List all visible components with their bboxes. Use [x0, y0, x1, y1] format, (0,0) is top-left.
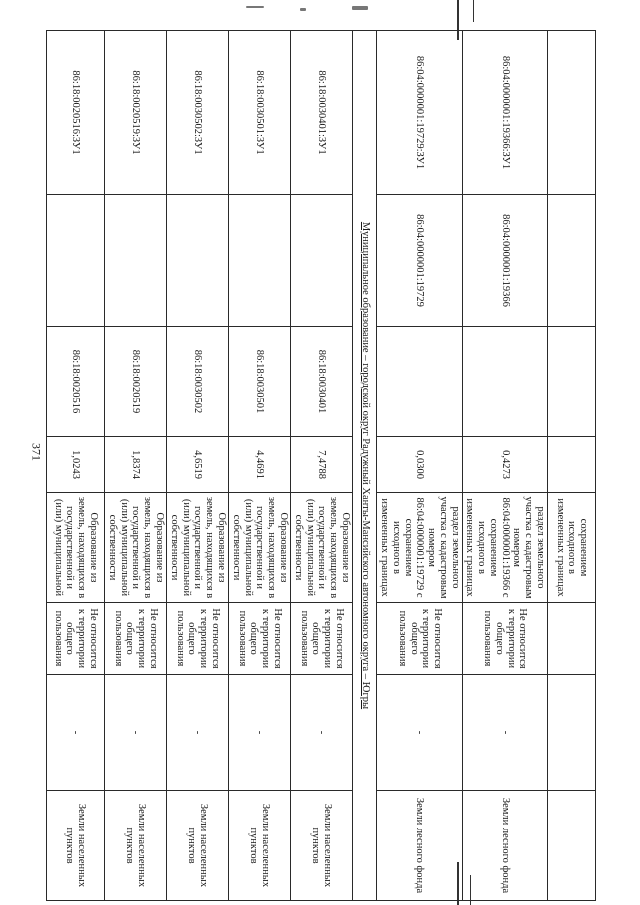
land-category-cell: Земли населенных пунктов [105, 791, 167, 901]
section-title: Муниципальное образование – городской округ Радужный Ханты-Мансийского автономного округа – Югры [353, 31, 378, 901]
extra-cell: - [377, 675, 462, 791]
table-row [167, 31, 229, 901]
quarter-number-cell: 86:18:0030501 [229, 327, 291, 437]
scan-mark [300, 8, 306, 11]
cadastral-number-cell [548, 195, 596, 327]
public-use-status-cell: Не относится к территории общего пользования [291, 603, 353, 675]
formation-method-cell: Образование из земель, находящихся в государственной и (или) муниципальной [47, 493, 105, 603]
formation-method-cell: сохранением исходного в измененных границах [548, 493, 596, 603]
quarter-number-cell: 86:18:0030502 [167, 327, 229, 437]
table-row [377, 31, 462, 901]
public-use-status-cell: Не относится к территории общего пользования [462, 603, 547, 675]
cadastral-number-cell: 86:04:0000001:19729 [377, 195, 462, 327]
cadastral-number-cell: 86:04:0000001:19366 [462, 195, 547, 327]
land-category-cell: Земли населенных пунктов [47, 791, 105, 901]
cadastral-number-cell [105, 195, 167, 327]
plot-id-cell: 86:18:0020519:ЗУ1 [105, 31, 167, 195]
extra-cell: - [229, 675, 291, 791]
land-plots-table [46, 30, 596, 901]
quarter-number-cell: 86:18:0030401 [291, 327, 353, 437]
plot-id-cell: 86:18:0030401:ЗУ1 [291, 31, 353, 195]
land-category-cell: Земли населенных пунктов [167, 791, 229, 901]
table-row [462, 31, 547, 901]
table-row [105, 31, 167, 901]
public-use-status-cell: Не относится к территории общего пользования [105, 603, 167, 675]
land-category-cell [548, 791, 596, 901]
public-use-status-cell: Не относится к территории общего пользования [47, 603, 105, 675]
plot-id-cell: 86:18:0030502:ЗУ1 [167, 31, 229, 195]
plot-id-cell [548, 31, 596, 195]
scan-mark [246, 6, 264, 8]
quarter-number-cell: 86:18:0020519 [105, 327, 167, 437]
area-cell: 7,4788 [291, 437, 353, 493]
cadastral-number-cell [229, 195, 291, 327]
table-body [47, 31, 596, 901]
land-category-cell: Земли населенных пунктов [291, 791, 353, 901]
area-cell [548, 437, 596, 493]
table-frame [46, 30, 596, 900]
quarter-number-cell [377, 327, 462, 437]
table-row [47, 31, 105, 901]
plot-id-cell: 86:18:0020516:ЗУ1 [47, 31, 105, 195]
area-cell: 4,4691 [229, 437, 291, 493]
plot-id-cell: 86:04:0000001:19366:ЗУ1 [462, 31, 547, 195]
formation-method-cell: Образование из земель, находящихся в государственной и (или) муниципальной собственности [105, 493, 167, 603]
formation-method-cell: раздел земельного участка с кадастровым номером 86:04:0000001:19366 с сохранением исходного в измененных границах [462, 493, 547, 603]
table-row [291, 31, 353, 901]
public-use-status-cell [548, 603, 596, 675]
cadastral-number-cell [291, 195, 353, 327]
extra-cell [548, 675, 596, 791]
plot-id-cell: 86:04:0000001:19729:ЗУ1 [377, 31, 462, 195]
quarter-number-cell: 86:18:0020516 [47, 327, 105, 437]
plot-id-cell: 86:18:0030501:ЗУ1 [229, 31, 291, 195]
formation-method-cell: раздел земельного участка с кадастровым номером 86:04:0000001:19729 с сохранением исходного в измененных границах [377, 493, 462, 603]
public-use-status-cell: Не относится к территории общего пользования [167, 603, 229, 675]
area-cell: 1,8374 [105, 437, 167, 493]
scan-mark [352, 6, 368, 10]
area-cell: 0,0300 [377, 437, 462, 493]
cadastral-number-cell [47, 195, 105, 327]
land-category-cell: Земли лесного фонда [377, 791, 462, 901]
formation-method-cell: Образование из земель, находящихся в государственной и (или) муниципальной собственности [291, 493, 353, 603]
extra-cell: - [167, 675, 229, 791]
section-header-row [353, 31, 378, 901]
land-category-cell: Земли лесного фонда [462, 791, 547, 901]
extra-cell: - [291, 675, 353, 791]
public-use-status-cell: Не относится к территории общего пользования [229, 603, 291, 675]
extra-cell: - [462, 675, 547, 791]
quarter-number-cell [548, 327, 596, 437]
extra-cell: - [47, 675, 105, 791]
land-category-cell: Земли населенных пунктов [229, 791, 291, 901]
area-cell: 4,6519 [167, 437, 229, 493]
extra-cell: - [105, 675, 167, 791]
quarter-number-cell [462, 327, 547, 437]
page-number: 371 [29, 443, 44, 461]
area-cell: 1,0243 [47, 437, 105, 493]
cadastral-number-cell [167, 195, 229, 327]
public-use-status-cell: Не относится к территории общего пользования [377, 603, 462, 675]
formation-method-cell: Образование из земель, находящихся в государственной и (или) муниципальной собственности [167, 493, 229, 603]
scan-edge-line [473, 0, 474, 22]
formation-method-cell: Образование из земель, находящихся в государственной и (или) муниципальной собственности [229, 493, 291, 603]
table-row [229, 31, 291, 901]
area-cell: 0,4273 [462, 437, 547, 493]
table-row [548, 31, 596, 901]
